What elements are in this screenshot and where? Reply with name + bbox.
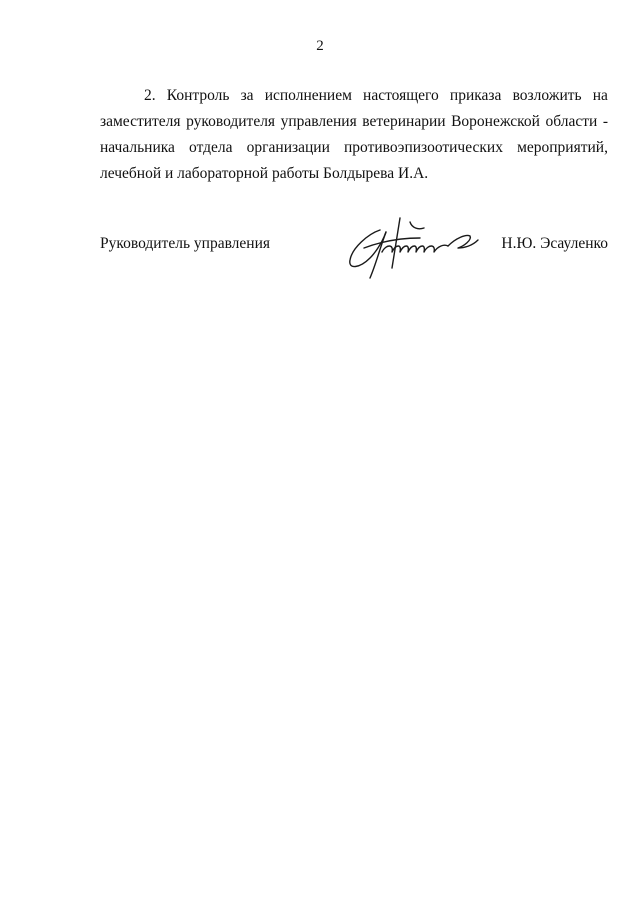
word: управления	[280, 113, 357, 130]
paragraph-line	[100, 83, 608, 109]
word: лечебной и лабораторной работы Болдырева И.А.	[100, 165, 429, 182]
word: отдела	[189, 139, 233, 156]
page-number: 2	[316, 38, 324, 54]
handwritten-signature	[340, 208, 490, 288]
word: -	[602, 113, 608, 130]
word: области	[545, 113, 598, 130]
word: Контроль	[166, 87, 230, 104]
paragraph-line	[100, 161, 608, 187]
word: руководителя	[186, 113, 276, 130]
word: исполнением	[264, 87, 352, 104]
word: 2.	[144, 87, 156, 104]
word: мероприятий,	[517, 139, 608, 156]
word: на	[592, 87, 608, 104]
signatory-name: Н.Ю. Эсауленко	[501, 235, 608, 252]
word: Воронежской	[451, 113, 540, 130]
word: организации	[246, 139, 330, 156]
word: за	[240, 87, 254, 104]
word: настоящего	[363, 87, 439, 104]
order-paragraph	[100, 83, 608, 187]
word: возложить	[512, 87, 582, 104]
word: приказа	[449, 87, 502, 104]
word: ветеринарии	[362, 113, 446, 130]
word: начальника	[100, 139, 175, 156]
word: противоэпизоотических	[343, 139, 503, 156]
signatory-position: Руководитель управления	[100, 235, 271, 252]
paragraph-line	[100, 135, 608, 161]
paragraph-line	[100, 109, 608, 135]
word: заместителя	[100, 113, 181, 130]
